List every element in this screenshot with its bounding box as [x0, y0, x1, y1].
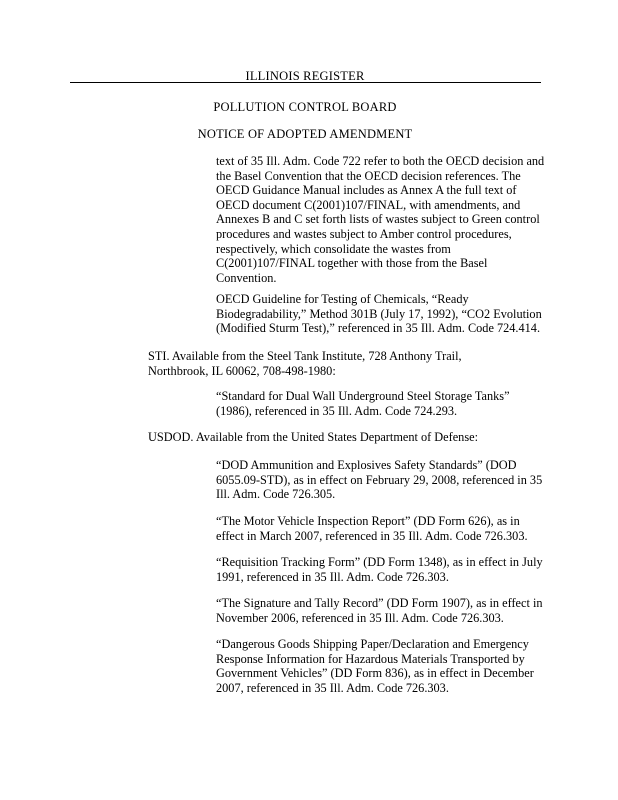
usdod-source-paragraph	[148, 430, 478, 445]
sti-standard-paragraph	[216, 389, 510, 418]
dod-item-paragraph	[216, 458, 542, 502]
text-line: OECD Guideline for Testing of Chemicals, “Ready	[216, 292, 469, 306]
text-line: Response Information for Hazardous Materials Transported by	[216, 651, 525, 666]
text-line: “The Motor Vehicle Inspection Report” (DD Form 626), as in	[216, 514, 520, 528]
text-line: (1986), referenced in 35 Ill. Adm. Code 724.293.	[216, 403, 458, 418]
register-title: ILLINOIS REGISTER	[245, 69, 365, 83]
notice-title: NOTICE OF ADOPTED AMENDMENT	[197, 127, 413, 141]
dod-item-paragraph	[216, 514, 528, 543]
text-line: “Standard for Dual Wall Underground Steel Storage Tanks”	[216, 389, 510, 403]
text-line: text of 35 Ill. Adm. Code 722 refer to both the OECD decision and	[216, 154, 545, 168]
text-line: USDOD. Available from the United States Department of Defense:	[148, 430, 478, 444]
text-line: Biodegradability,” Method 301B (July 17, 1992), “CO2 Evolution	[216, 306, 542, 321]
board-title: POLLUTION CONTROL BOARD	[213, 100, 397, 114]
text-line: OECD document C(2001)107/FINAL, with amendments, and	[216, 197, 521, 212]
dod-item-paragraph	[216, 637, 534, 695]
dod-item-paragraph	[216, 596, 543, 625]
text-line: “Requisition Tracking Form” (DD Form 1348), as in effect in July	[216, 555, 543, 569]
text-line: “DOD Ammunition and Explosives Safety Standards” (DOD	[216, 458, 517, 472]
text-line: effect in March 2007, referenced in 35 Ill. Adm. Code 726.303.	[216, 528, 528, 543]
text-line: “Dangerous Goods Shipping Paper/Declaration and Emergency	[216, 637, 529, 651]
dod-item-paragraph	[216, 555, 543, 584]
text-line: (Modified Sturm Test),” referenced in 35 Ill. Adm. Code 724.414.	[216, 321, 541, 336]
text-line: Government Vehicles” (DD Form 836), as in effect in December	[216, 666, 534, 681]
text-line: Ill. Adm. Code 726.305.	[216, 487, 336, 502]
text-line: the Basel Convention that the OECD decision references. The	[216, 168, 521, 183]
text-line: Annexes B and C set forth lists of wastes subject to Green control	[216, 212, 540, 227]
text-line: Northbrook, IL 60062, 708-498-1980:	[148, 363, 336, 378]
text-line: “The Signature and Tally Record” (DD Form 1907), as in effect in	[216, 596, 543, 610]
text-line: 2007, referenced in 35 Ill. Adm. Code 726.303.	[216, 680, 449, 695]
text-line: Convention.	[216, 270, 277, 285]
sti-source-paragraph	[148, 349, 462, 378]
text-line: C(2001)107/FINAL together with those from the Basel	[216, 256, 488, 271]
text-line: STI. Available from the Steel Tank Institute, 728 Anthony Trail,	[148, 349, 462, 363]
text-line: 6055.09-STD), as in effect on February 29, 2008, referenced in 35	[216, 472, 543, 487]
text-line: OECD Guidance Manual includes as Annex A the full text of	[216, 183, 517, 198]
text-line: procedures and wastes subject to Amber control procedures,	[216, 226, 512, 241]
header-rule	[70, 82, 541, 83]
text-line: 1991, referenced in 35 Ill. Adm. Code 726.303.	[216, 569, 449, 584]
oecd-continuation-paragraph	[216, 154, 544, 285]
text-line: respectively, which consolidate the wastes from	[216, 241, 451, 256]
oecd-guideline-paragraph	[216, 292, 542, 336]
text-line: November 2006, referenced in 35 Ill. Adm. Code 726.303.	[216, 610, 504, 625]
